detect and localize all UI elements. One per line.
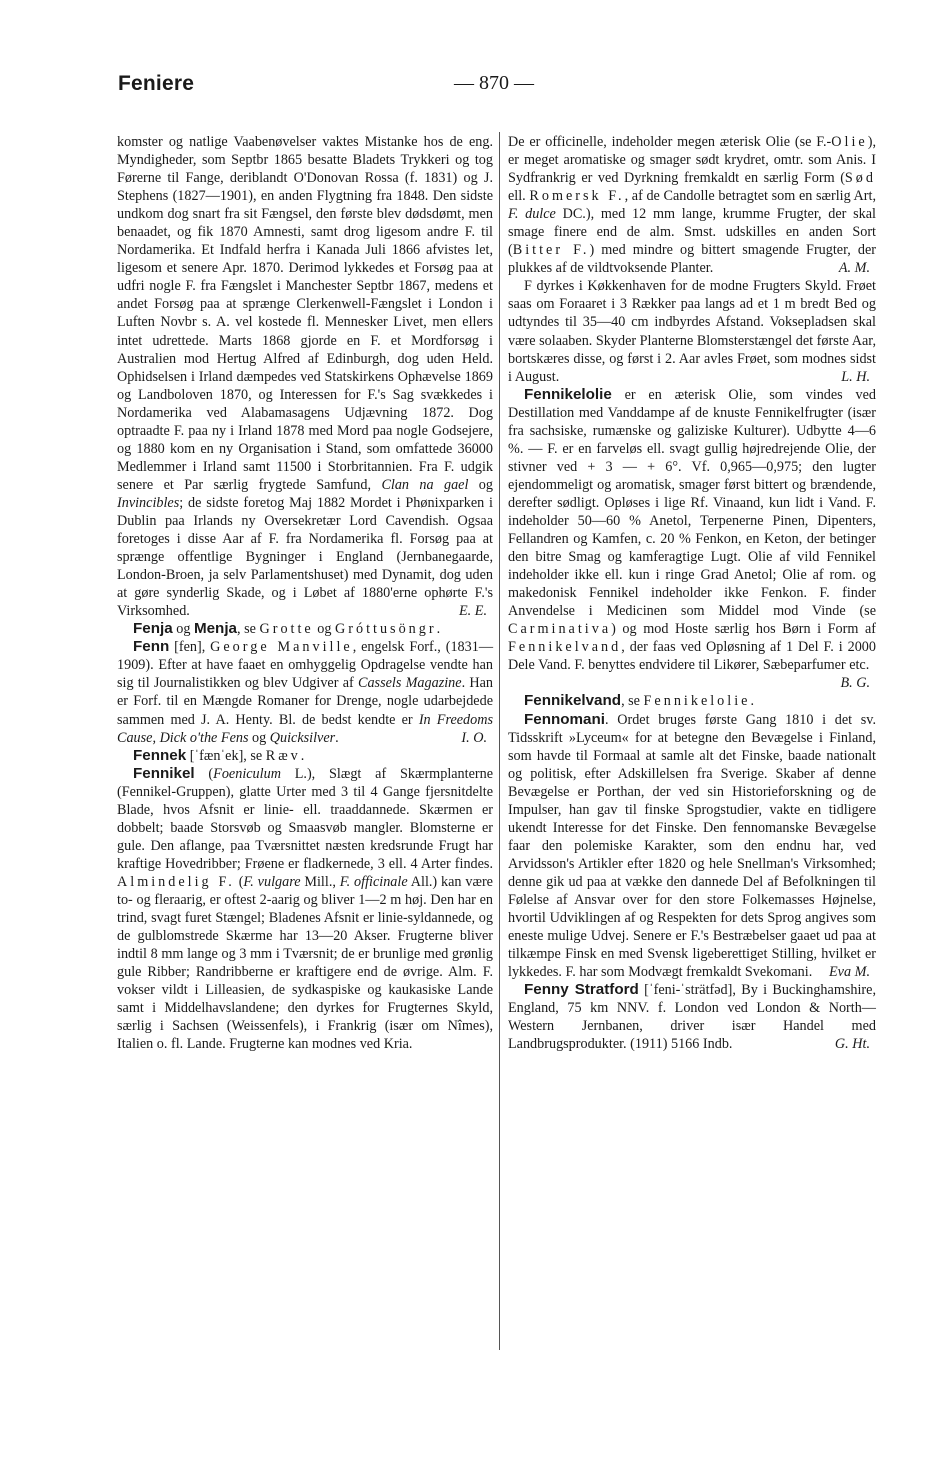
entry-fenny-stratford: Fenny Stratford [ˈfeni-ˈsträtfəd], By i Buckinghamshire, England, 75 km NNV. f. London ved London & North—Western Jernbanen, driver især Handel med Landbrugsprodukter. (1911) 5166 Indb. G. Ht. — [508, 981, 876, 1053]
entry-fennikel-continued: De er officinelle, indeholder megen æterisk Olie (se F.-Olie), er meget aromatiske og smager sødt krydret, omtr. som Anis. I Sydfrankrig er ved Dyrkning fremkaldt en særlig Form (Sød ell. Romersk F., af de Candolle betragtet som en særlig Art, F. dulce DC.), med 12 mm lange, krumme Frugter, der skal smage finere end de alm. Smst. udskilles en anden Sort (Bitter F.) med mindre og bittert smagende Frugter, der plukkes af de vildtvoksende Planter. A. M. — [508, 134, 877, 277]
headword: Menja — [193, 620, 237, 638]
headword: Fennikel — [133, 764, 195, 782]
page-number: — 870 — — [454, 72, 534, 94]
headword: Fennomani — [524, 710, 606, 728]
headword: Fennikelolie — [524, 385, 612, 403]
headword: Fennikelvand — [524, 692, 622, 710]
author-signature: I. O. — [461, 729, 487, 746]
headword: Fenja — [133, 620, 173, 638]
author-signature: L. H. — [841, 368, 870, 385]
author-signature: Eva M. — [829, 964, 870, 981]
entry-fennek: Fennek [ˈfænˈek], se Ræv. — [133, 746, 305, 764]
entry-fennikel: Fennikel (Foeniculum L.), Slægt af Skærmplanterne (Fennikel-Gruppen), glatte Urter med 3 til 4 Gange fjersnitdelte Blade, hvos Afsnit er linie- ell. traaddannede. Skærmen er dobbelt; baade Storsvøb og Smaasvøb mangler. Blomsterne er gule. Den aflange, paa Tværsnittet næsten kredsrunde Frugt har kraftige Hovedribber; Frøene er fladkernede, 3 ell. 4 Arter findes. Almindelig F. (F. vulgare Mill., F. officinale All.) kan være to- og fleraarig, er oftest 2-aarig og bliver 1—2 m høj. Den har en trind, svagt furet Stængel; Bladenes Afsnit er linie-syldannede, og de gulblomstrede Skærme har 13—20 Akser. Frugterne bliver indtil 8 mm lange og 3 mm i Tværsnit; de er brunlige med grønlig gule Ribber; Randribberne er kraftigere end de øvrige. Alm. F. vokser vildt i Lilleasien, de sydkaspiske og kaukasiske Lande samt i Middelhavslandene; den dyrkes for Frugternes Skyld, særlig i Sachsen (Weissenfels), i Frankrig (især om Nîmes), Italien o. fl. Lande. Frugterne kan modnes ved Kria. — [117, 764, 493, 1053]
running-head-word: Feniere — [118, 72, 195, 95]
column-divider — [499, 132, 500, 1350]
headword: Fennek — [133, 746, 187, 764]
entry-fennikel-cultivation: F dyrkes i Køkkenhaven for de modne Frugters Skyld. Frøet saas om Foraaret i 3 Rækker paa langs ad et 1 m bredt Bed og udtyndes til 35—40 cm indbyrdes Afstand. Voksepladsen skal være solaaben. Skyder Planterne Blomsterstængel det første Aar, bortskæres disse, og først i 2. Aar avles Frøet, som modnes sidst i August. L. H. — [508, 278, 876, 385]
entry-fennomani: Fennomani. Ordet bruges første Gang 1810 i det sv. Tidsskrift »Lyceum« for at betegne den Bevægelse i Finland, som havde til Formaal at samle alt det Finske, baade nationalt og politisk, efter Adskillelsen fra Sverige. Skaber af denne Bevægelse er Porthan, der ved sin Historieforskning og de Impulser, han gav til finske Sprogstudier, vakte en tidligere ukendt Interesse for det Finske. Den fennomanske Bevægelse faar den polemiske Karakter, som den endnu har, ved Arvidsson's Artikler efter 1820 og hele Snellman's Virksomhed; denne gik ud paa at vække den dannede Del af Befolkningen til Følelse af Ansvar over for den store Folkemasses Højnelse, hvortil Udviklingen af og Respekten for dets Sprog angives som eneste mulige Udvej. Senere er F.'s Bestræbelser gaaet ud paa at tilkæmpe Finsk en med Svensk ligeberettiget Stilling, hvilket er lykkedes. F. har som Modvægt fremkaldt Svekomani. Eva M. — [508, 710, 876, 981]
entry-fenn: Fenn [fen], George Manville, engelsk Forf., (1831—1909). Efter at have faaet en omhyggelig Opdragelse vendte han sig til Journalistikken og blev Udgiver af Cassels Magazine. Han er Forf. til en Mængde Romaner for Drenge, nogle udarbejdede sammen med J. A. Henty. Bl. de bedst kendte er In Freedoms Cause, Dick o'the Fens og Quicksilver. I. O. — [117, 638, 494, 746]
entry-continuation: komster og natlige Vaabenøvelser vaktes Mistanke hos de eng. Myndigheder, som Septbr 1865 besatte Bladets Trykkeri og tog Førerne til Fange, deriblandt O'Donovan Rossa (f. 1831) og J. Stephens (1827—1901), en anden Flygtning fra 1848. Den sidste undkom dog snart fra sit Fængsel, den første blev dødsdømt, men benaadet, og fik 1870 Amnesti, samt drog ligesom andre F. til Nordamerika. Et Indfald herfra i Kanada Juli 1866 afvistes let, ligesom et senere Apr. 1870. Derimod lykkedes et Forsøg paa at udfri nogle F. fra Fængslet i Manchester Septbr 1867, medens et andet Forsøg paa at sprænge Clerkenwell-Fængslet i London i Luften Novbr s. A. vel kostede fl. Mennesker Livet, men ellers intet udrettede. Marts 1868 gjorde en F. et Mordforsøg i Australien mod Hertug Alfred af Edinburgh, dog uden Held. Ophidselsen i Irland dæmpedes ved Statskirkens Ophævelse 1869 og Landboloven 1870, og Interessen for F.'s Sag svækkedes i Nordamerika ved Alabamasagens Udjævning 1872. Dog optraadte F. paa ny i Irland 1878 med Mord paa nogle Godsejere, og 1880 kom en ny Organisation i Stand, som omfattede 36000 Medlemmer i Irland samt 11500 i Storbritannien. Fra F. udgik senere et Par særlig frygtede Samfund, Clan na gael og Invincibles; de sidste foretog Maj 1882 Mordet i Phønixparken i Dublin paa Irlands ny Oversekretær Lord Cavendish. Ogsaa foretoges i disse Aar af F. fra Nordamerika fl. Forsøg paa at sprænge offentlige Bygninger i England (Jernbanegaarde, London-Broen, ja selv Parlamentshuset) med Dynamit, dog uden at gøre synderlig Skade, og i Løbet af 1880'erne ophørte F.'s Virksomhed. E. E. — [117, 134, 493, 620]
author-signature: A. M. — [838, 260, 870, 277]
entry-fennikelolie: Fennikelolie er en æterisk Olie, som vindes ved Destillation med Vanddampe af de knuste Fennikelfrugter (især fra sachsiske, rumænske og galiziske Kulturer). Udbytte 4—6 %. — F. er en farveløs ell. svagt gullig højredrejende Olie, der stivner ved + 3 — + 6°. Vf. 0,965—0,975; den lugter ejendommeligt og aromatisk, smager først bittert og brændende, derefter sødligt. Opløses i lige Rf. Vinaand, kun lidt i Vand. F. indeholder 50—60 % Anetol, Terpenerne Pinen, Dipenters, Fellandren og Kamfen, c. 20 % Fenkon, en Keton, der betinger den bitre Smag og kamferagtige Lugt. Olie af vild Fennikel indeholder ikke ell. kun i ringe Grad Anetol; Olie af rom. og makedonisk Fennikel indeholder ikke Fenkon. F. finder Anvendelse i Medicinen som Middel mod Vinde (se Carminativa) og mod Hoste særlig hos Børn i Form af Fennikelvand, der faas ved Opløsning af 1 Del F. i 2000 Dele Vand. F. benyttes endvidere til Likører, Sæbeparfumer etc. B. G. — [508, 385, 876, 692]
page-header — [118, 72, 888, 108]
author-signature: B. G. — [840, 675, 870, 692]
headword: Fenn — [133, 638, 170, 656]
author-signature: G. Ht. — [834, 1036, 870, 1053]
headword: Fenny Stratford — [524, 981, 639, 999]
entry-fennikelvand: Fennikelvand, se Fennikelolie. — [524, 692, 755, 710]
left-column — [117, 133, 493, 1053]
right-column — [508, 133, 876, 1053]
entry-fenja: Fenja og Menja, se Grotte og Gróttusöngr. — [133, 620, 441, 638]
author-signature: E. E. — [459, 603, 487, 620]
